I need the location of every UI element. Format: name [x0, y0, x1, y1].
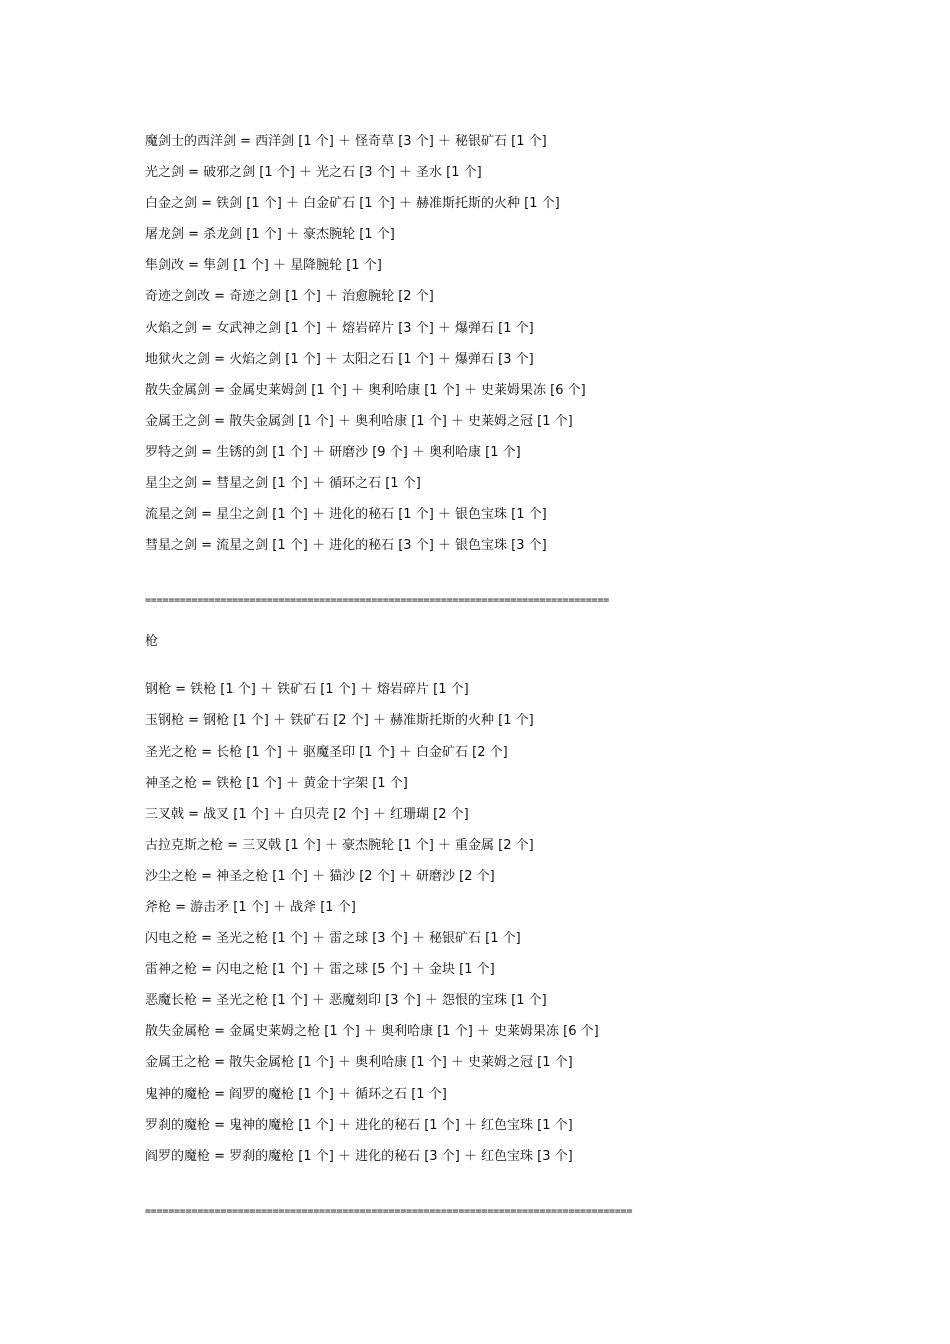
recipe-line: 火焰之剑 = 女武神之剑 [1 个] ＋ 熔岩碎片 [3 个] ＋ 爆弹石 [1 个]: [145, 320, 534, 336]
recipe-line: 圣光之枪 = 长枪 [1 个] ＋ 驱魔圣印 [1 个] ＋ 白金矿石 [2 个]: [145, 744, 508, 760]
section-separator: ================================================================================: [145, 595, 610, 607]
recipe-line: 古拉克斯之枪 = 三叉戟 [1 个] ＋ 豪杰腕轮 [1 个] ＋ 重金属 [2 个]: [145, 837, 534, 853]
recipe-line: 散失金属枪 = 金属史莱姆之枪 [1 个] ＋ 奥利哈康 [1 个] ＋ 史莱姆果冻 [6 个]: [145, 1024, 599, 1040]
recipe-line: 三叉戟 = 战叉 [1 个] ＋ 白贝壳 [2 个] ＋ 红珊瑚 [2 个]: [145, 806, 469, 822]
recipe-line: 玉钢枪 = 钢枪 [1 个] ＋ 铁矿石 [2 个] ＋ 赫准斯托斯的火种 [1 个]: [145, 713, 534, 729]
recipe-line: 散失金属剑 = 金属史莱姆剑 [1 个] ＋ 奥利哈康 [1 个] ＋ 史莱姆果冻 [6 个]: [145, 382, 586, 398]
document-page: [145, 126, 845, 1222]
recipe-line: 白金之剑 = 铁剑 [1 个] ＋ 白金矿石 [1 个] ＋ 赫准斯托斯的火种 [1 个]: [145, 196, 560, 212]
recipe-line: 恶魔长枪 = 圣光之枪 [1 个] ＋ 恶魔刻印 [3 个] ＋ 怨恨的宝珠 [1 个]: [145, 993, 547, 1009]
recipe-line: 金属王之剑 = 散失金属剑 [1 个] ＋ 奥利哈康 [1 个] ＋ 史莱姆之冠 [1 个]: [145, 413, 573, 429]
sword-recipe-list: [145, 126, 845, 561]
recipe-line: 斧枪 = 游击矛 [1 个] ＋ 战斧 [1 个]: [145, 899, 356, 915]
recipe-line: 奇迹之剑改 = 奇迹之剑 [1 个] ＋ 治愈腕轮 [2 个]: [145, 289, 434, 305]
recipe-line: 流星之剑 = 星尘之剑 [1 个] ＋ 进化的秘石 [1 个] ＋ 银色宝珠 [1 个]: [145, 507, 547, 523]
recipe-line: 地狱火之剑 = 火焰之剑 [1 个] ＋ 太阳之石 [1 个] ＋ 爆弹石 [3 个]: [145, 351, 534, 367]
section-separator: ====================================================================================: [145, 1205, 633, 1217]
recipe-line: 雷神之枪 = 闪电之枪 [1 个] ＋ 雷之球 [5 个] ＋ 金块 [1 个]: [145, 962, 495, 978]
recipe-line: 星尘之剑 = 彗星之剑 [1 个] ＋ 循环之石 [1 个]: [145, 476, 421, 492]
recipe-line: 闪电之枪 = 圣光之枪 [1 个] ＋ 雷之球 [3 个] ＋ 秘银矿石 [1 个]: [145, 931, 521, 947]
recipe-line: 彗星之剑 = 流星之剑 [1 个] ＋ 进化的秘石 [3 个] ＋ 银色宝珠 [3 个]: [145, 538, 547, 554]
recipe-line: 魔剑士的西洋剑 = 西洋剑 [1 个] ＋ 怪奇草 [3 个] ＋ 秘银矿石 [1 个]: [145, 134, 547, 149]
spear-recipe-list: [145, 674, 845, 1172]
recipe-line: 鬼神的魔枪 = 阎罗的魔枪 [1 个] ＋ 循环之石 [1 个]: [145, 1086, 447, 1102]
recipe-line: 沙尘之枪 = 神圣之枪 [1 个] ＋ 猫沙 [2 个] ＋ 研磨沙 [2 个]: [145, 868, 495, 884]
recipe-line: 阎罗的魔枪 = 罗刹的魔枪 [1 个] ＋ 进化的秘石 [3 个] ＋ 红色宝珠 [3 个]: [145, 1148, 573, 1164]
recipe-line: 钢枪 = 铁枪 [1 个] ＋ 铁矿石 [1 个] ＋ 熔岩碎片 [1 个]: [145, 682, 469, 698]
section-title-spear: 枪: [145, 634, 159, 650]
recipe-line: 屠龙剑 = 杀龙剑 [1 个] ＋ 豪杰腕轮 [1 个]: [145, 227, 395, 243]
recipe-line: 罗刹的魔枪 = 鬼神的魔枪 [1 个] ＋ 进化的秘石 [1 个] ＋ 红色宝珠 [1 个]: [145, 1117, 573, 1133]
recipe-line: 神圣之枪 = 铁枪 [1 个] ＋ 黄金十字架 [1 个]: [145, 775, 408, 791]
recipe-line: 罗特之剑 = 生锈的剑 [1 个] ＋ 研磨沙 [9 个] ＋ 奥利哈康 [1 个]: [145, 444, 521, 460]
recipe-line: 金属王之枪 = 散失金属枪 [1 个] ＋ 奥利哈康 [1 个] ＋ 史莱姆之冠 [1 个]: [145, 1055, 573, 1071]
recipe-line: 隼剑改 = 隼剑 [1 个] ＋ 星降腕轮 [1 个]: [145, 258, 382, 274]
recipe-line: 光之剑 = 破邪之剑 [1 个] ＋ 光之石 [3 个] ＋ 圣水 [1 个]: [145, 165, 482, 181]
